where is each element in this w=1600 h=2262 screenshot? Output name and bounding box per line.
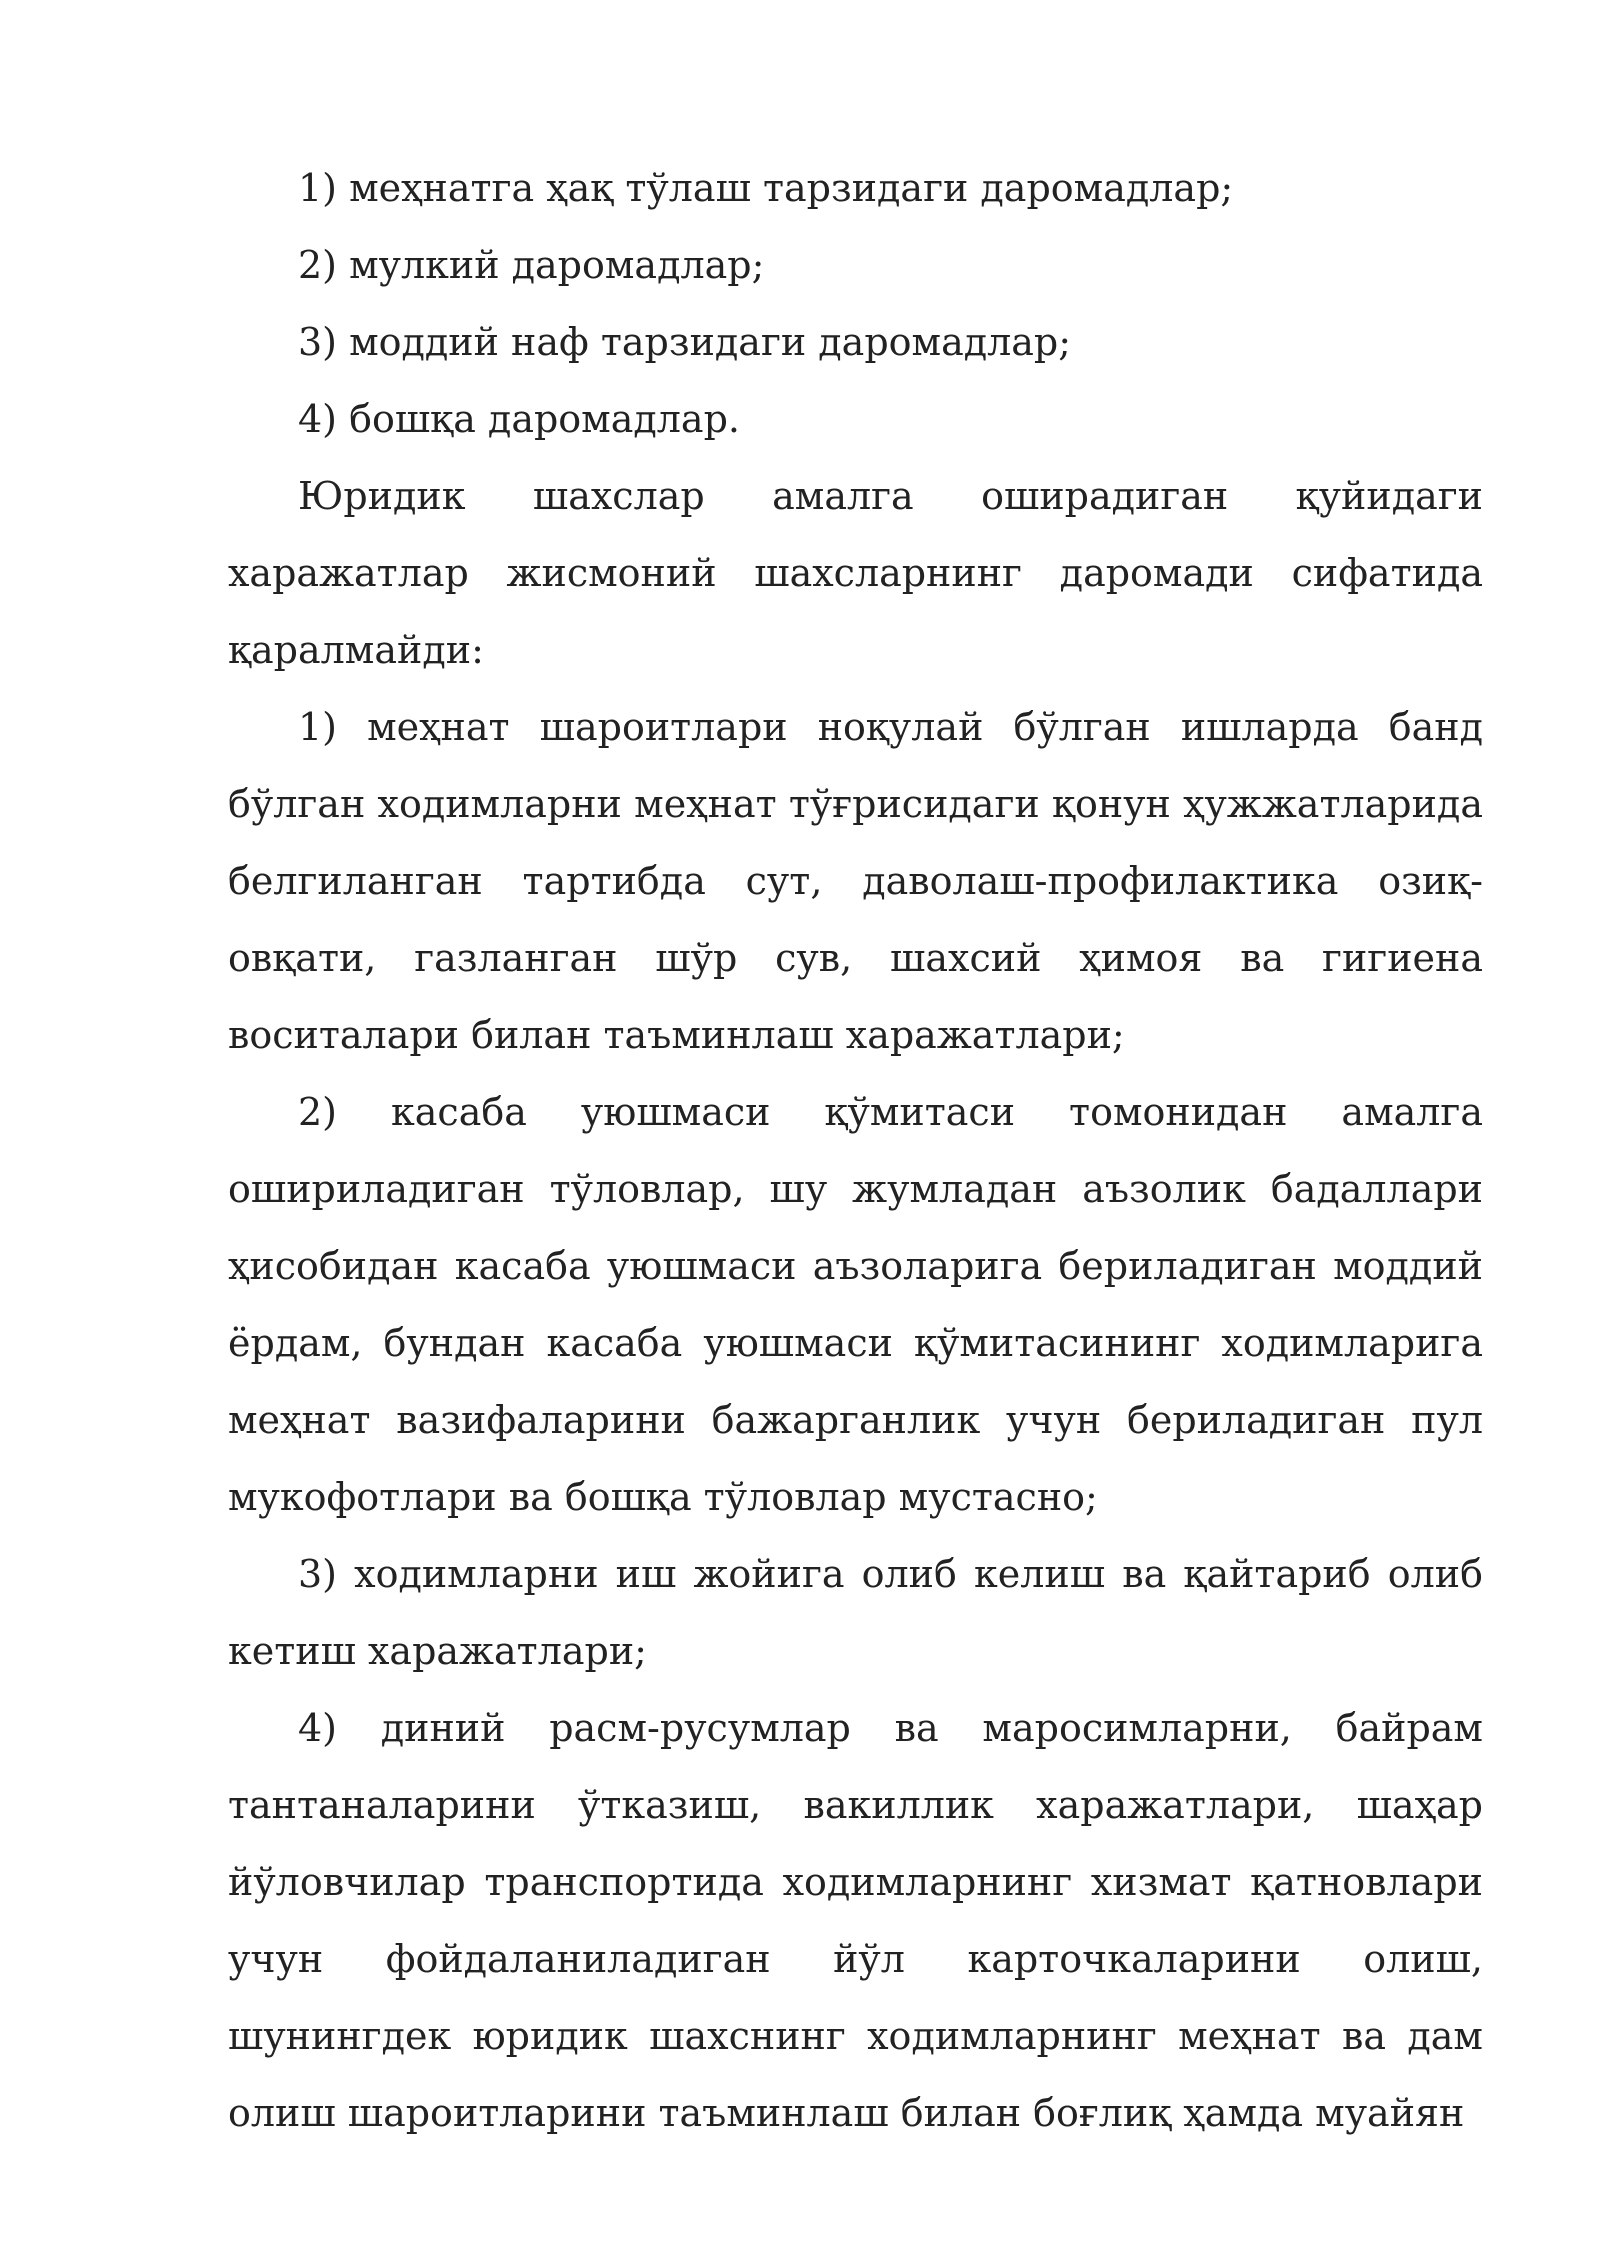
list-item-labor-income: 1) меҳнатга ҳақ тўлаш тарзидаги даромадлар;: [298, 166, 1234, 210]
list-item-harmful-conditions-expenses: 1) меҳнат шароитлари ноқулай бўлган ишларда банд бўлган ходимларни меҳнат тўғрисидаги қонун ҳужжатларида белгиланган тартибда сут, даволаш-профилактика озиқ-овқати, газланган шўр сув, шахсий ҳимоя ва гигиена воситалари билан таъминлаш харажатлари;: [228, 705, 1483, 1057]
document-page: [228, 150, 1483, 2152]
paragraph-excluded-expenses-intro: Юридик шахслар амалга оширадиган қуйидаги харажатлар жисмоний шахсларнинг даромади сифатида қаралмайди:: [228, 474, 1483, 672]
list-item-ceremony-representation-expenses: 4) диний расм-русумлар ва маросимларни, байрам тантаналарини ўтказиш, вакиллик харажатлари, шаҳар йўловчилар транспортида ходимларнинг хизмат қатновлари учун фойдаланиладиган йўл карточкаларини олиш, шунингдек юридик шахснинг ходимларнинг меҳнат ва дам олиш шароитларини таъминлаш билан боғлиқ ҳамда муайян: [228, 1706, 1483, 2135]
list-item-transport-expenses: 3) ходимларни иш жойига олиб келиш ва қайтариб олиб кетиш харажатлари;: [228, 1552, 1483, 1673]
list-item-material-benefit-income: 3) моддий наф тарзидаги даромадлар;: [298, 320, 1072, 364]
list-item-property-income: 2) мулкий даромадлар;: [298, 243, 765, 287]
list-item-trade-union-payments: 2) касаба уюшмаси қўмитаси томонидан амалга ошириладиган тўловлар, шу жумладан аъзолик бадаллари ҳисобидан касаба уюшмаси аъзоларига бериладиган моддий ёрдам, бундан касаба уюшмаси қўмитасининг ходимларига меҳнат вазифаларини бажарганлик учун бериладиган пул мукофотлари ва бошқа тўловлар мустасно;: [228, 1090, 1483, 1519]
list-item-other-income: 4) бошқа даромадлар.: [298, 397, 740, 441]
